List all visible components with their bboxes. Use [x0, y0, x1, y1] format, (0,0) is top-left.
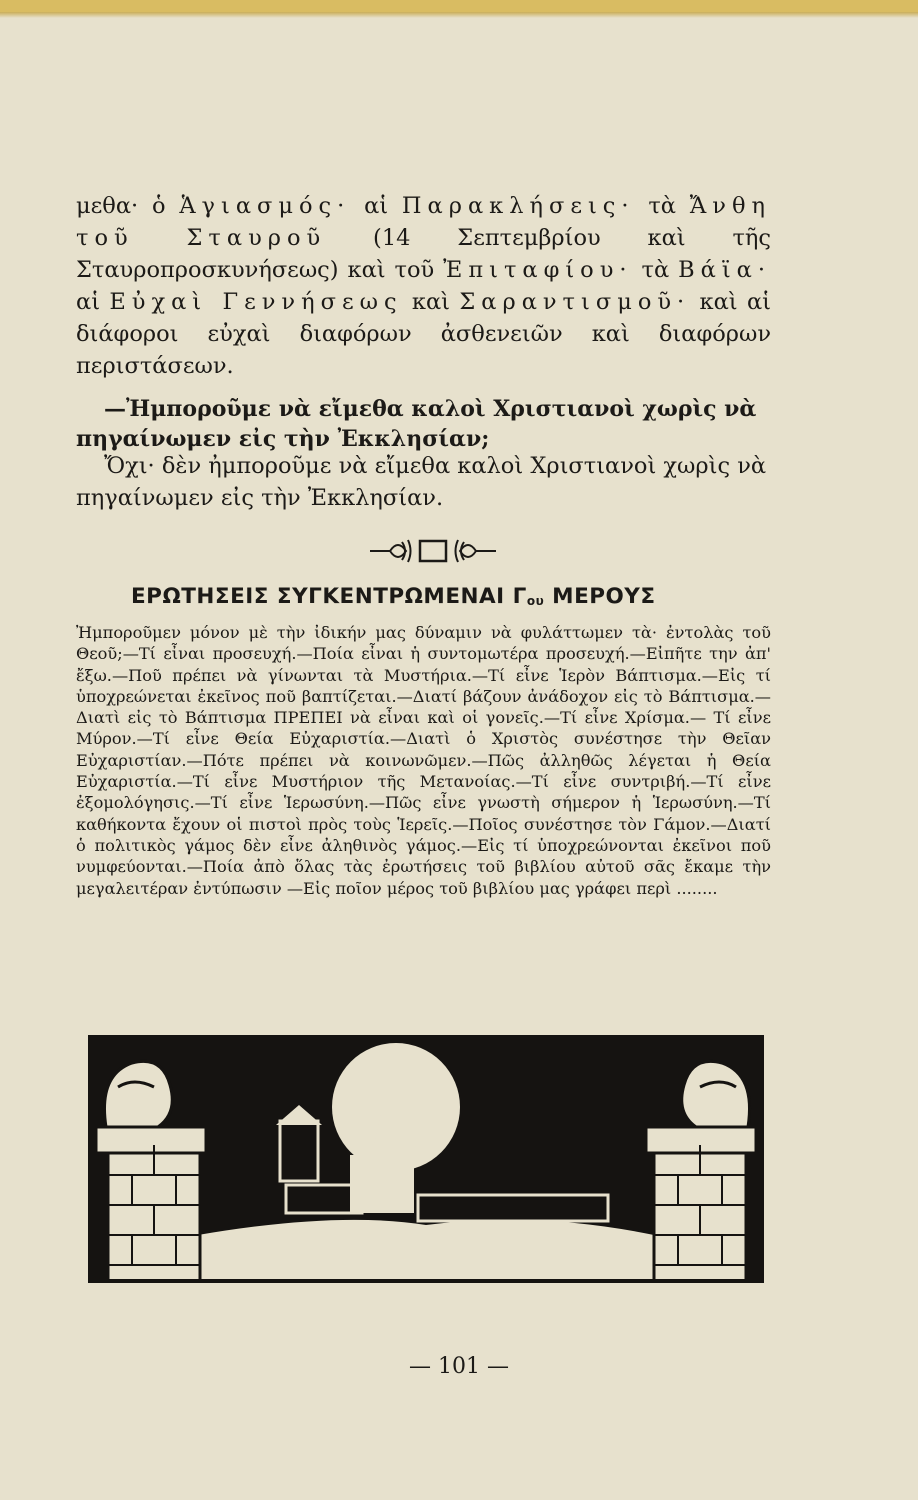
spaced-title: Σαραντισμοῦ· [459, 289, 691, 315]
text-run: τὰ [634, 193, 690, 219]
text-run: αἱ [76, 289, 110, 315]
spaced-title: Παρακλήσεις· [401, 193, 635, 219]
night-village-illustration-icon [88, 1035, 764, 1283]
text-run: μεθα· ὁ [76, 193, 180, 219]
text-run: αἱ [350, 193, 402, 219]
text-run: καὶ [402, 289, 460, 315]
question-heading: —Ἠμποροῦμε νὰ εἴμεθα καλοὶ Χριστιανοὶ χωρὶς νὰ πηγαίνωμεν εἰς τὴν Ἐκκλησίαν; [76, 396, 757, 452]
text-run: καὶ αἱ διάφοροι εὐχαὶ διαφόρων ἀσθενειῶν καὶ διαφόρων περιστάσεων. [76, 289, 772, 379]
section-heading [131, 584, 771, 609]
text-run: (14 Σεπτεμβρίου καὶ τῆς Σταυροπροσκυνήσεως) καὶ τοῦ [76, 225, 771, 283]
spaced-title: Ἐπιταφίου· [443, 257, 633, 283]
spaced-title: Εὐχαὶ Γεννήσεως [109, 289, 403, 315]
text-run: τὰ [632, 257, 679, 283]
paragraph-sacraments [76, 190, 771, 382]
ornament-icon [368, 536, 498, 566]
page-number: — 101 — [409, 1354, 509, 1379]
page-edge [0, 0, 918, 14]
questions-paragraph: Ἠμποροῦμεν μόνον μὲ τὴν ἰδικήν μας δύναμιν νὰ φυλάττωμεν τὰ· ἐντολὰς τοῦ Θεοῦ;—Τί εἶναι προσευχή.—Ποία εἶναι ἡ συντομωτέρα προσευχή.—Εἰπῆτε την ἀπ' ἔξω.—Ποῦ πρέπει νὰ γίνωνται τὰ Μυστήρια.—Τί εἶνε Ἱερὸν Βάπτισμα.—Εἰς τί ὑποχρεώνεται ἐκεῖνος ποῦ βαπτίζεται.—Διατί βάζουν ἀνάδοχον εἰς τὸ Βάπτισμα.—Διατὶ εἰς τὸ Βάπτισμα ΠΡΕΠΕΙ νὰ εἶναι καὶ οἱ γονεῖς.—Τί εἶνε Χρίσμα.— Τί εἶνε Μύρον.—Τί εἶνε Θεία Εὐχαριστία.—Διατὶ ὁ Χριστὸς συνέστησε τὴν Θεῖαν Εὐχαριστίαν.—Πότε πρέπει νὰ κοινωνῶμεν.—Πῶς ἀλληθῶς λέγεται ἡ Θεία Εὐχαριστία.—Τί εἶνε Μυστήριον τῆς Μετανοίας.—Τί εἶνε συντριβή.—Τί εἶνε ἐξομολόγησις.—Τί εἶνε Ἱερωσύνη.—Πῶς εἶνε γνωστὴ σήμερον ἡ Ἱερωσύνη.—Τί καθήκοντα ἔχουν οἱ πιστοὶ πρὸς τοὺς Ἱερεῖς.—Ποῖος συνέστησε τὸν Γάμον.—Διατί ὁ πολιτικὸς γάμος δὲν εἶνε ἀληθινὸς γάμος.—Εἰς τί ὑποχρεώνονται ἐκεῖνοι ποῦ νυμφεύονται.—Ποία ἀπὸ ὅλας τὰς ἐρωτήσεις τοῦ βιβλίου αὐτοῦ σᾶς ἔκαμε τὴν μεγαλειτέραν ἐντύπωσιν —Εἰς ποῖον μέρος τοῦ βιβλίου μας γράφει περὶ ........ [76, 623, 771, 898]
spaced-title: Βάϊα· [678, 257, 771, 283]
heading-ordinal: ου [526, 594, 545, 608]
heading-text: ΕΡΩΤΗΣΕΙΣ ΣΥΓΚΕΝΤΡΩΜΕΝΑΙ Γ [131, 584, 527, 609]
spaced-title: Ἄνθη τοῦ Σταυροῦ [76, 193, 772, 251]
heading-text-end: ΜΕΡΟΥΣ [544, 584, 656, 609]
answer-paragraph: Ὄχι· δὲν ἠμποροῦμε νὰ εἴμεθα καλοὶ Χριστιανοὶ χωρὶς νὰ πηγαίνωμεν εἰς τὴν Ἐκκλησίαν. [76, 453, 767, 511]
spaced-title: Ἁγιασμός· [179, 193, 351, 219]
